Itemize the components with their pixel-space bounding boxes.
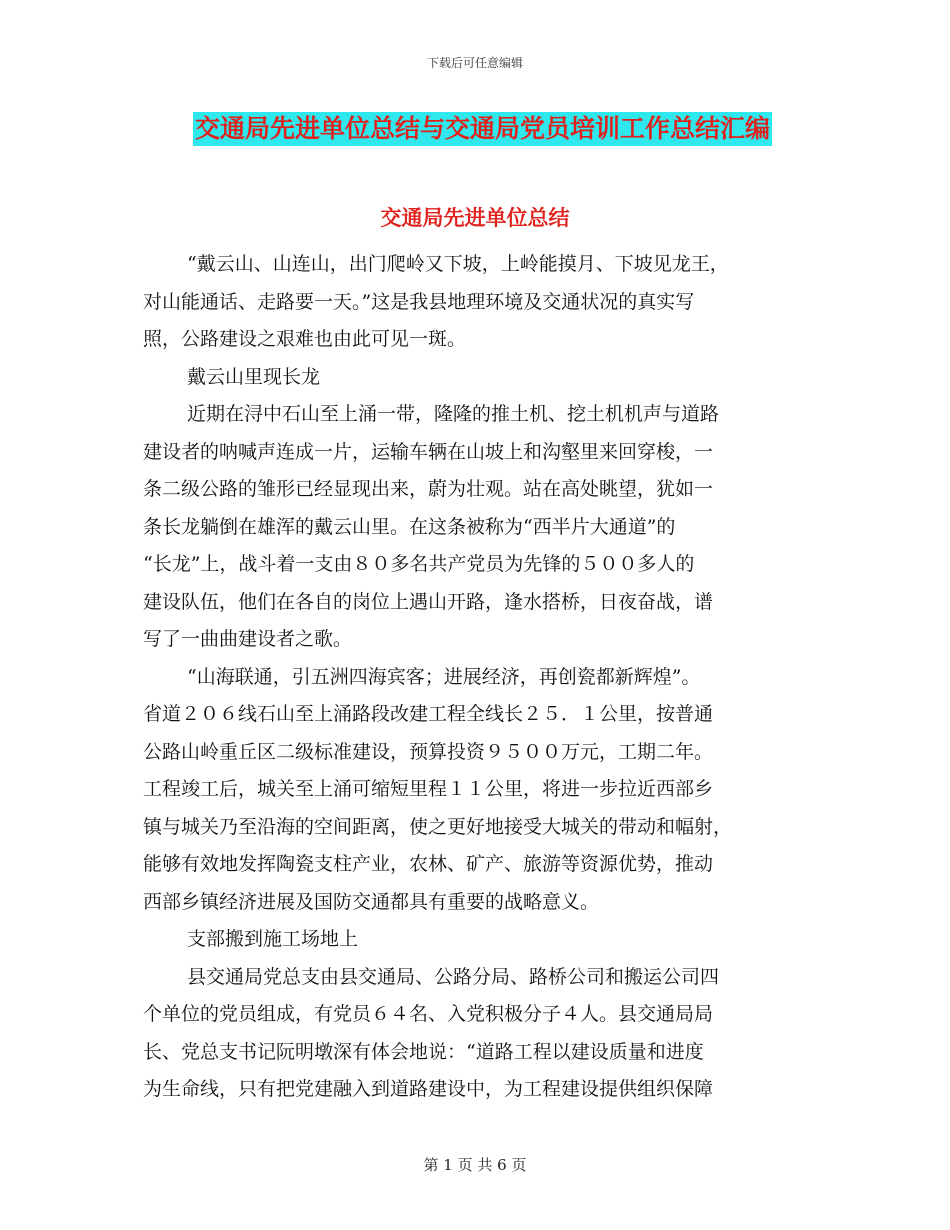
subheading: 支部搬到施工场地上 (187, 928, 359, 950)
body-text (143, 246, 805, 1109)
text-line: 为生命线，只有把党建融入到道路建设中，为工程建设提供组织保障 (143, 1078, 714, 1100)
text-line: 照，公路建设之艰难也由此可见一斑。 (143, 328, 467, 350)
text-line: “长龙”上，战斗着一支由８０多名共产党员为先锋的５００多人的 (143, 553, 695, 575)
text-line: 公路山岭重丘区二级标准建设，预算投资９５００万元，工期二年。 (143, 740, 714, 763)
text-line: 个单位的党员组成，有党员６４名、入党积极分子４人。县交通局局 (143, 1003, 714, 1025)
text-line: 省道２０６线石山至上涌路段改建工程全线长２５．１公里，按普通 (143, 703, 714, 725)
text-line: “戴云山、山连山，出门爬岭又下坡，上岭能摸月、下坡见龙王， (187, 253, 729, 275)
subheading: 戴云山里现长龙 (187, 365, 321, 388)
page-footer: 第 1 页 共 6 页 (423, 1156, 527, 1174)
text-line: 能够有效地发挥陶瓷支柱产业，农林、矿产、旅游等资源优势，推动 (143, 853, 714, 875)
text-line: “山海联通，引五洲四海宾客；进展经济，再创瓷都新辉煌”。 (187, 665, 701, 688)
text-line: 县交通局党总支由县交通局、公路分局、路桥公司和搬运公司四 (187, 965, 720, 988)
document-title: 交通局先进单位总结与交通局党员培训工作总结汇编 (193, 112, 772, 146)
text-line: 工程竣工后，城关至上涌可缩短里程１１公里，将进一步拉近西部乡 (143, 778, 714, 800)
page-header-note: 下载后可任意编辑 (426, 56, 523, 70)
text-line: 长、党总支书记阮明墩深有体会地说：“道路工程以建设质量和进度 (143, 1040, 704, 1063)
text-line: 条二级公路的雏形已经显现出来，蔚为壮观。站在高处眺望，犹如一 (143, 478, 714, 500)
section-title: 交通局先进单位总结 (380, 206, 570, 230)
text-line: 对山能通话、走路要一天。”这是我县地理环境及交通状况的真实写 (143, 290, 695, 313)
text-line: 西部乡镇经济进展及国防交通都具有重要的战略意义。 (143, 890, 600, 913)
text-line: 建设者的呐喊声连成一片，运输车辆在山坡上和沟壑里来回穿梭，一 (143, 440, 714, 463)
text-line: 建设队伍，他们在各自的岗位上遇山开路，逢水搭桥，日夜奋战，谱 (143, 590, 714, 613)
text-line: 近期在浔中石山至上涌一带，隆隆的推土机、挖土机机声与道路 (187, 403, 720, 425)
text-line: 写了一曲曲建设者之歌。 (143, 628, 353, 650)
text-line: 镇与城关乃至沿海的空间距离，使之更好地接受大城关的带动和幅射， (143, 815, 733, 838)
text-line: 条长龙躺倒在雄浑的戴云山里。在这条被称为“西半片大通道”的 (143, 515, 676, 538)
